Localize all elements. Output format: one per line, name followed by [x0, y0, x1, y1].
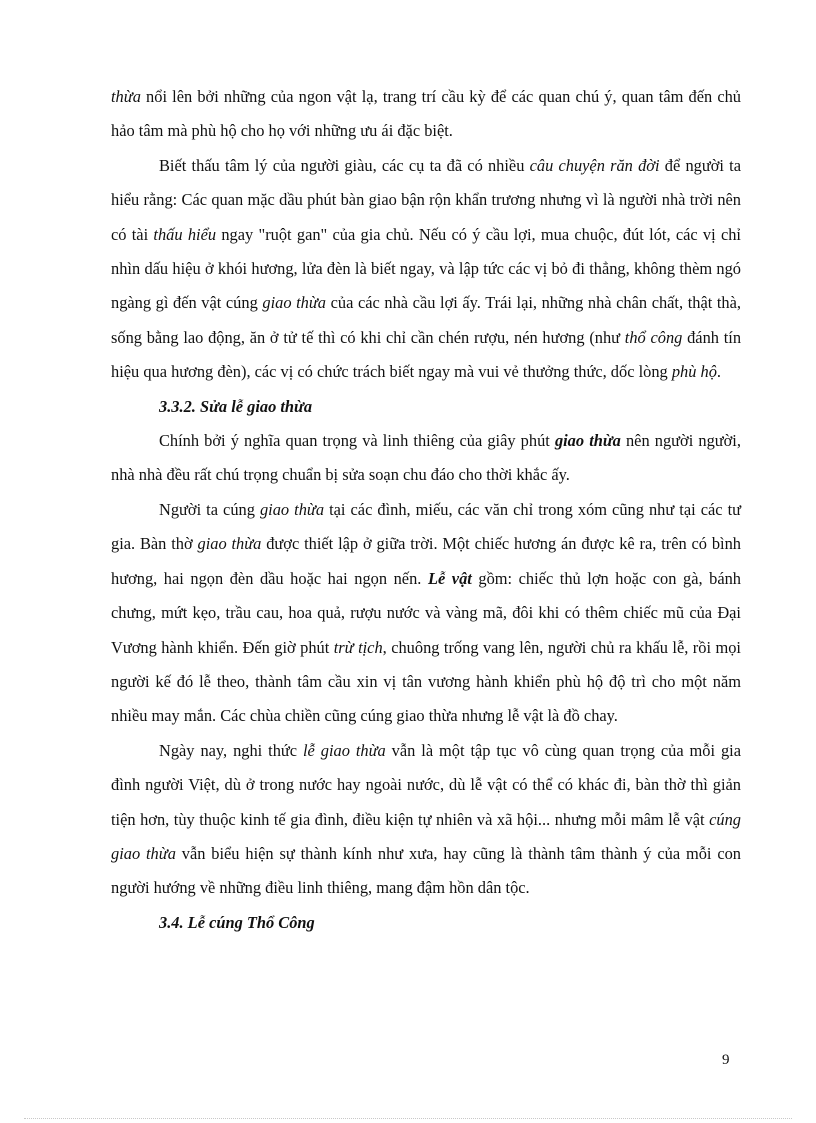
page-body	[111, 80, 741, 940]
body-text: đánh tín hiệu qua hương đèn), các vị có chức trách biết ngay mà vui vẻ thưởng thức, dốc lòng	[111, 327, 742, 382]
body-text: Biết thấu tâm lý của người giàu, các cụ ta đã có nhiều	[159, 155, 530, 175]
body-text: nổi lên bởi những của ngon vật lạ, trang trí cầu kỳ để các quan chú ý, quan tâm đến chủ hảo tâm mà phù hộ cho họ với những ưu ái đặc biệt.	[111, 87, 741, 141]
emphasis-text: câu chuyện răn đời	[529, 155, 660, 175]
page-bottom-divider	[24, 1118, 792, 1119]
body-text: .	[716, 362, 721, 382]
emphasis-text: thổ công	[624, 327, 683, 347]
emphasis-text: phù hộ	[671, 362, 717, 382]
emphasis-text: giao thừa	[259, 499, 325, 519]
paragraph-5	[111, 734, 741, 906]
body-text: vẫn là một tập tục vô cùng quan trọng của mỗi gia đình người Việt, dù ở trong nước hay ngoài nước, dù lễ vật có thể có khác đi, bàn thờ thì giản tiện hơn, tùy thuộc kinh tế gia đình, điều kiện tự nhiên và xã hội... nhưng mỗi mâm lễ vật	[111, 740, 741, 829]
emphasis-text: thừa	[111, 87, 141, 106]
body-text: nên người người, nhà nhà đều rất chú trọng chuẩn bị sửa soạn chu đáo cho thời khắc ấy.	[111, 431, 741, 485]
body-text: được thiết lập ở giữa trời. Một chiếc hương án được kê ra, trên có bình hương, hai ngọn đèn dầu hoặc hai ngọn nến.	[111, 534, 741, 588]
page-number: 9	[722, 1052, 730, 1068]
emphasis-text: trừ tịch	[333, 637, 383, 657]
paragraph-4	[111, 493, 741, 734]
body-text: ngay "ruột gan" của gia chủ. Nếu có ý cầu lợi, mua chuộc, đút lót, các vị chỉ nhìn dấu hiệu ở khói hương, lửa đèn là biết ngay, và lập tức các vị bỏ đi thẳng, không thèm ngó ngàng gì đến vật cúng	[111, 224, 741, 313]
emphasis-text: thấu hiểu	[153, 224, 217, 244]
body-text: , chuông trống vang lên, người chủ ra khấu lễ, rồi mọi người kế đó lễ theo, thành tâm cầu xin vị tân vương hành khiển phù hộ độ trì cho một năm nhiều may mắn. Các chùa chiền cũng cúng giao thừa nhưng lễ vật là đồ chay.	[111, 637, 741, 726]
strong-emphasis-text: giao thừa	[554, 431, 621, 451]
section-heading-3-4: 3.4. Lễ cúng Thổ Công	[159, 912, 315, 932]
body-text: Ngày nay, nghi thức	[159, 740, 303, 760]
section-heading-3-3-2: 3.3.2. Sửa lễ giao thừa	[159, 396, 313, 416]
paragraph-1	[111, 80, 741, 149]
body-text: vẫn biểu hiện sự thành kính như xưa, hay cũng là thành tâm thành ý của mỗi con người hướng về những điều linh thiêng, mang đậm hồn dân tộc.	[111, 843, 741, 898]
paragraph-3	[111, 424, 741, 493]
strong-emphasis-text: Lễ vật	[427, 568, 472, 588]
body-text: gồm: chiếc thủ lợn hoặc con gà, bánh chưng, mứt kẹo, trầu cau, hoa quả, rượu nước và vàng mã, đôi khi có thêm chiếc mũ của Đại Vương hành khiển. Đến giờ phút	[111, 568, 741, 657]
body-text: tại các đình, miếu, các văn chỉ trong xóm cũng như tại các tư gia. Bàn thờ	[111, 499, 742, 554]
body-text: Chính bởi ý nghĩa quan trọng và linh thiêng của giây phút	[159, 431, 555, 451]
body-text: của các nhà cầu lợi ấy. Trái lại, những nhà chân chất, thật thà, sống bằng lao động, ăn ở tử tế thì có khi chỉ cần chén rượu, nén hương (như	[111, 293, 741, 347]
emphasis-text: giao thừa	[262, 293, 327, 313]
emphasis-text: lễ giao thừa	[303, 740, 386, 760]
emphasis-text: giao thừa	[197, 534, 262, 554]
emphasis-text: cúng giao thừa	[111, 809, 741, 863]
paragraph-2	[111, 149, 741, 390]
body-text: để người ta hiểu rằng: Các quan mặc dầu phút bàn giao bận rộn khẩn trương nhưng vì là người nhà trời nên có tài	[111, 155, 741, 244]
body-text: Người ta cúng	[159, 499, 260, 519]
